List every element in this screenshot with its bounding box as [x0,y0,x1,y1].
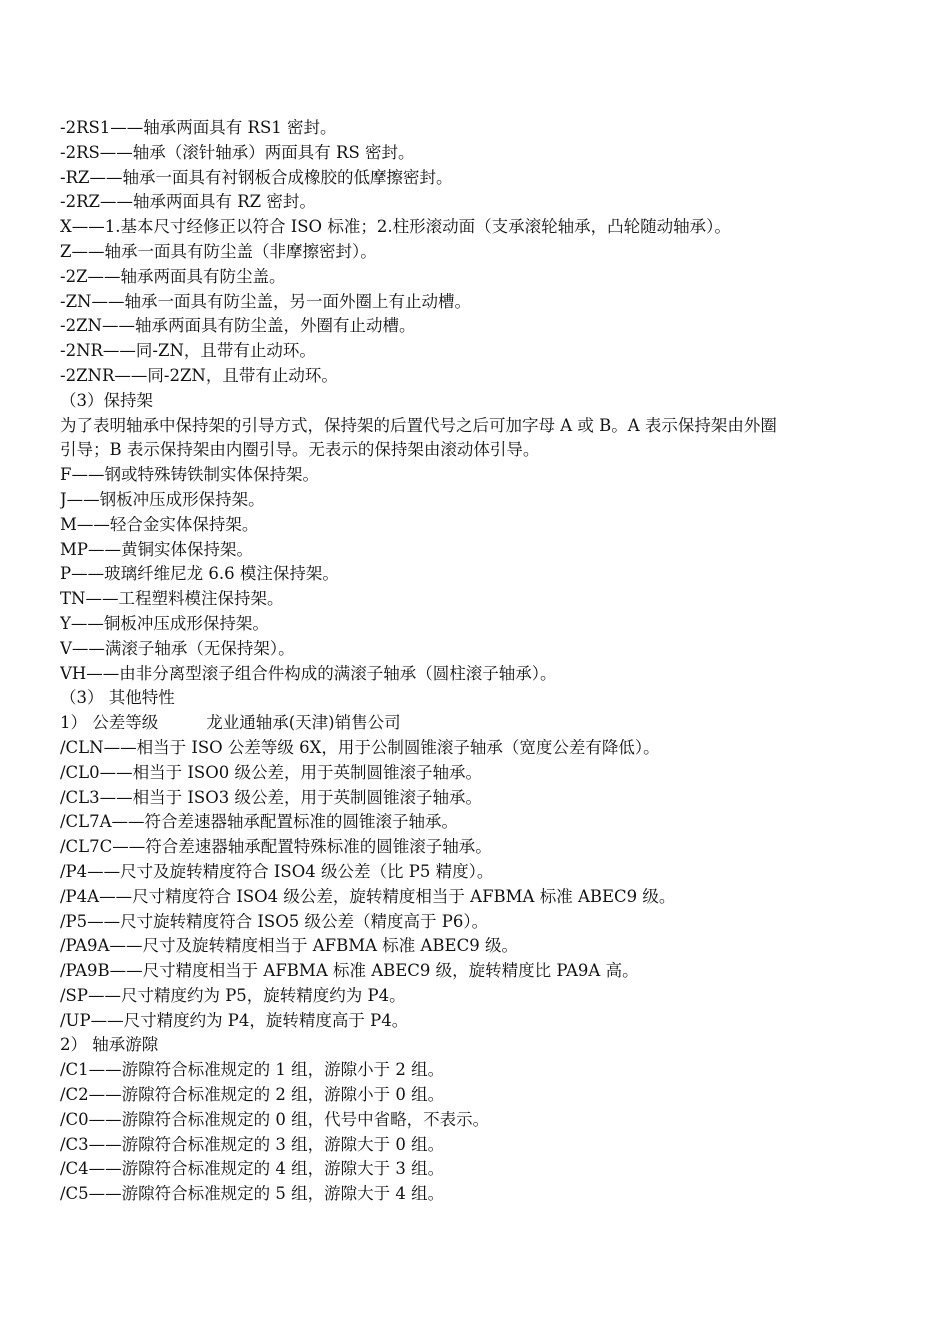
text-line: /CL7C——符合差速器轴承配置特殊标准的圆锥滚子轴承。 [60,837,492,857]
text-line: /C5——游隙符合标准规定的 5 组，游隙大于 4 组。 [60,1184,445,1204]
text-line: 为了表明轴承中保持架的引导方式，保持架的后置代号之后可加字母 A 或 B。A 表示保持架由外圈 [60,415,777,435]
text-line: /PA9B——尺寸精度相当于 AFBMA 标准 ABEC9 级，旋转精度比 PA9A 高。 [60,961,639,981]
text-line: /CL0——相当于 ISO0 级公差，用于英制圆锥滚子轴承。 [60,762,482,782]
text-line: Z——轴承一面具有防尘盖（非摩擦密封）。 [60,241,377,261]
text-line: /CL3——相当于 ISO3 级公差，用于英制圆锥滚子轴承。 [60,787,482,807]
text-line: X——1.基本尺寸经修正以符合 ISO 标准；2.柱形滚动面（支承滚轮轴承，凸轮随动轴承）。 [60,217,731,237]
text-line: TN——工程塑料模注保持架。 [60,589,284,609]
text-line: /C0——游隙符合标准规定的 0 组，代号中省略，不表示。 [60,1109,490,1129]
text-line: /P4——尺寸及旋转精度符合 ISO4 级公差（比 P5 精度）。 [60,861,494,881]
text-line: /SP——尺寸精度约为 P5，旋转精度约为 P4。 [60,985,406,1005]
text-line: VH——由非分离型滚子组合件构成的满滚子轴承（圆柱滚子轴承）。 [60,663,557,683]
text-line: /PA9A——尺寸及旋转精度相当于 AFBMA 标准 ABEC9 级。 [60,936,518,956]
text-line: /C1——游隙符合标准规定的 1 组，游隙小于 2 组。 [60,1060,445,1080]
text-line: -2ZNR——同-2ZN，且带有止动环。 [60,365,338,385]
tolerance-heading: 1） 公差等级 [60,713,159,733]
text-line: /C3——游隙符合标准规定的 3 组，游隙大于 0 组。 [60,1134,445,1154]
text-line: P——玻璃纤维尼龙 6.6 模注保持架。 [60,564,339,584]
text-line: V——满滚子轴承（无保持架）。 [60,638,295,658]
text-line: -ZN——轴承一面具有防尘盖，另一面外圈上有止动槽。 [60,291,471,311]
text-line: F——钢或特殊铸铁制实体保持架。 [60,465,319,485]
text-line: -2NR——同-ZN，且带有止动环。 [60,341,316,361]
tolerance-heading-line [60,711,890,736]
text-line: /C4——游隙符合标准规定的 4 组，游隙大于 3 组。 [60,1159,445,1179]
text-line: -2Z——轴承两面具有防尘盖。 [60,266,286,286]
text-line: MP——黄铜实体保持架。 [60,539,253,559]
text-line: /P4A——尺寸精度符合 ISO4 级公差，旋转精度相当于 AFBMA 标准 ABEC9 级。 [60,886,676,906]
text-line: -2ZN——轴承两面具有防尘盖，外圈有止动槽。 [60,316,416,336]
text-line: /UP——尺寸精度约为 P4，旋转精度高于 P4。 [60,1010,409,1030]
text-line: -2RS——轴承（滚针轴承）两面具有 RS 密封。 [60,142,415,162]
text-line: /P5——尺寸旋转精度符合 ISO5 级公差（精度高于 P6）。 [60,911,489,931]
text-line: -RZ——轴承一面具有衬钢板合成橡胶的低摩擦密封。 [60,167,453,187]
section-heading-clearance: 2） 轴承游隙 [60,1035,159,1055]
company-name: 龙业通轴承(天津)销售公司 [206,713,401,733]
text-line: 引导；B 表示保持架由内圈引导。无表示的保持架由滚动体引导。 [60,440,540,460]
text-line: J——钢板冲压成形保持架。 [60,489,265,509]
text-line: M——轻合金实体保持架。 [60,514,259,534]
document-body [60,116,890,1207]
text-line: /CLN——相当于 ISO 公差等级 6X，用于公制圆锥滚子轴承（宽度公差有降低）。 [60,737,660,757]
text-line: /C2——游隙符合标准规定的 2 组，游隙小于 0 组。 [60,1085,445,1105]
text-line: -2RS1——轴承两面具有 RS1 密封。 [60,118,337,137]
text-line: /CL7A——符合差速器轴承配置标准的圆锥滚子轴承。 [60,812,459,832]
section-heading-cage: （3）保持架 [60,390,153,410]
section-heading-other: （3） 其他特性 [60,688,175,708]
text-line: -2RZ——轴承两面具有 RZ 密封。 [60,192,316,212]
text-line: Y——铜板冲压成形保持架。 [60,613,269,633]
